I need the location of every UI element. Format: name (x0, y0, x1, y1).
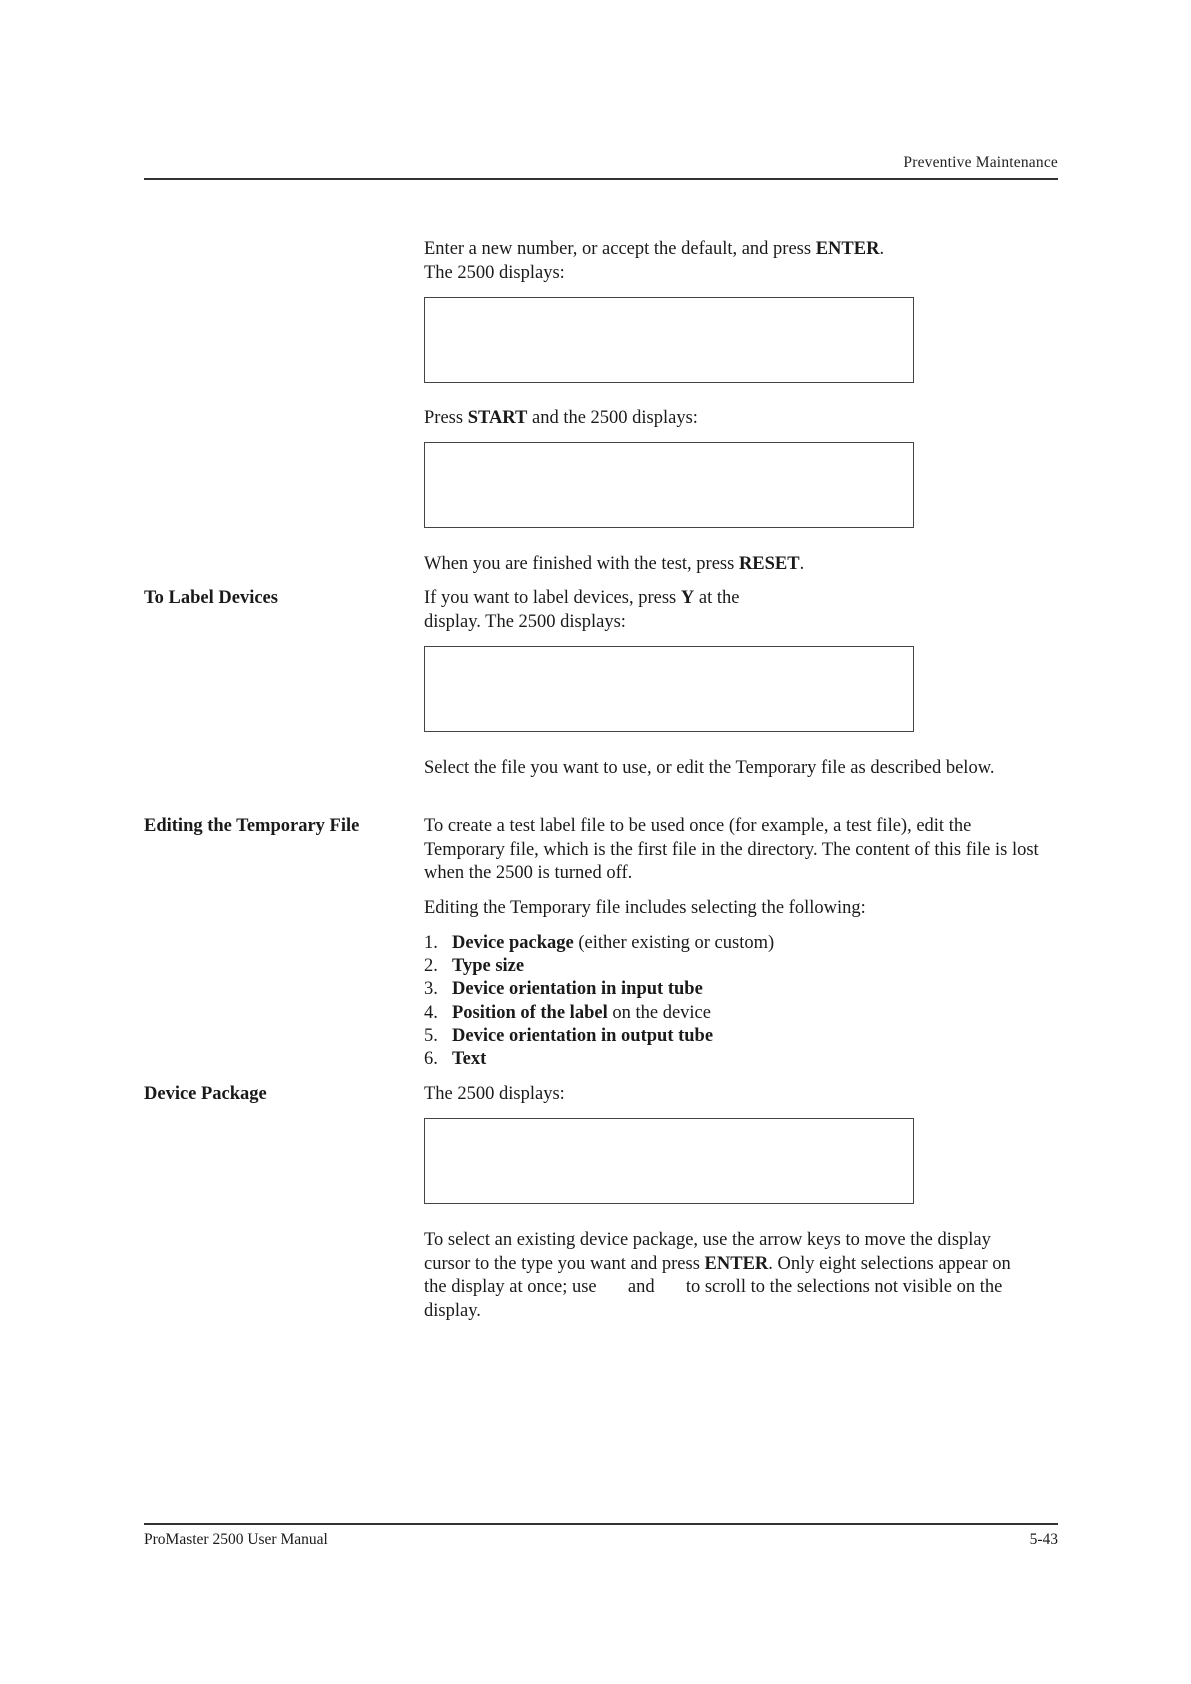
running-header: Preventive Maintenance (903, 154, 1058, 171)
list-item-rest: on the device (607, 1002, 711, 1023)
press-start-paragraph (424, 407, 1054, 431)
list-number: 6. (424, 1049, 438, 1070)
list-number: 5. (424, 1025, 438, 1046)
text: display. The 2500 displays: (424, 611, 626, 632)
list-number: 1. (424, 933, 438, 953)
text: . (879, 239, 885, 259)
display-screen-1 (424, 297, 914, 383)
device-package-paragraph (424, 1229, 1024, 1323)
text: . Only eight selections appear on the display at once; use (424, 1253, 1011, 1297)
text: . (799, 554, 805, 574)
section-heading-label-devices: To Label Devices (144, 588, 278, 608)
text: Enter a new number, or accept the default, and press (424, 239, 816, 259)
editing-intro: Editing the Temporary file includes selecting the following: (424, 898, 866, 918)
list-item (424, 955, 1054, 978)
list-item (424, 932, 1054, 955)
section-heading-device-package: Device Package (144, 1084, 267, 1104)
label-devices-paragraph (424, 587, 1054, 634)
footer-manual-title: ProMaster 2500 User Manual (144, 1531, 328, 1548)
list-item-bold: Text (452, 1049, 487, 1070)
list-item-bold: Type size (452, 956, 525, 977)
list-item-bold: Device orientation in input tube (452, 979, 703, 1000)
list-item (424, 1048, 1054, 1071)
text: To select an existing device package, use the arrow keys to move the display cursor to the type you want and press (424, 1230, 991, 1274)
key-enter: ENTER (815, 239, 880, 259)
enter-number-paragraph (424, 238, 1054, 285)
key-enter: ENTER (704, 1253, 769, 1274)
list-item (424, 1002, 1054, 1025)
text: and the 2500 displays: (527, 408, 698, 428)
editing-temporary-paragraph: To create a test label file to be used once (for example, a test file), edit the Temporary file, which is the first file in the directory. The content of this file is lost when the 2500 is turned off. (424, 816, 1039, 883)
footer-page-number: 5-43 (1029, 1531, 1058, 1548)
list-item-bold: Device orientation in output tube (452, 1025, 714, 1046)
list-item-bold: Device package (452, 933, 574, 953)
footer-rule (144, 1523, 1058, 1525)
text: at the (694, 588, 740, 608)
display-screen-4 (424, 1118, 914, 1204)
selection-list (424, 932, 1054, 1071)
list-number: 2. (424, 956, 438, 977)
key-reset: RESET (738, 554, 800, 574)
text: The 2500 displays: (424, 262, 565, 283)
text: When you are finished with the test, press (424, 554, 739, 574)
text: to scroll to the selections not visible on the display. (424, 1277, 1003, 1321)
list-number: 3. (424, 979, 438, 1000)
list-number: 4. (424, 1002, 438, 1023)
finished-test-paragraph (424, 553, 1054, 577)
display-screen-2 (424, 442, 914, 528)
key-start: START (467, 408, 528, 428)
list-item (424, 1025, 1054, 1048)
display-screen-3 (424, 646, 914, 732)
list-item-bold: Position of the label (452, 1002, 608, 1023)
text: If you want to label devices, press (424, 588, 681, 608)
section-heading-editing-temporary-file: Editing the Temporary File (144, 816, 360, 836)
key-y: Y (680, 588, 695, 608)
text: Press (424, 408, 468, 428)
list-item-rest: (either existing or custom) (573, 933, 775, 953)
text: and (623, 1277, 660, 1297)
header-rule (144, 178, 1058, 180)
list-item (424, 978, 1054, 1001)
select-file-paragraph: Select the file you want to use, or edit the Temporary file as described below. (424, 758, 995, 778)
device-package-line: The 2500 displays: (424, 1084, 565, 1104)
